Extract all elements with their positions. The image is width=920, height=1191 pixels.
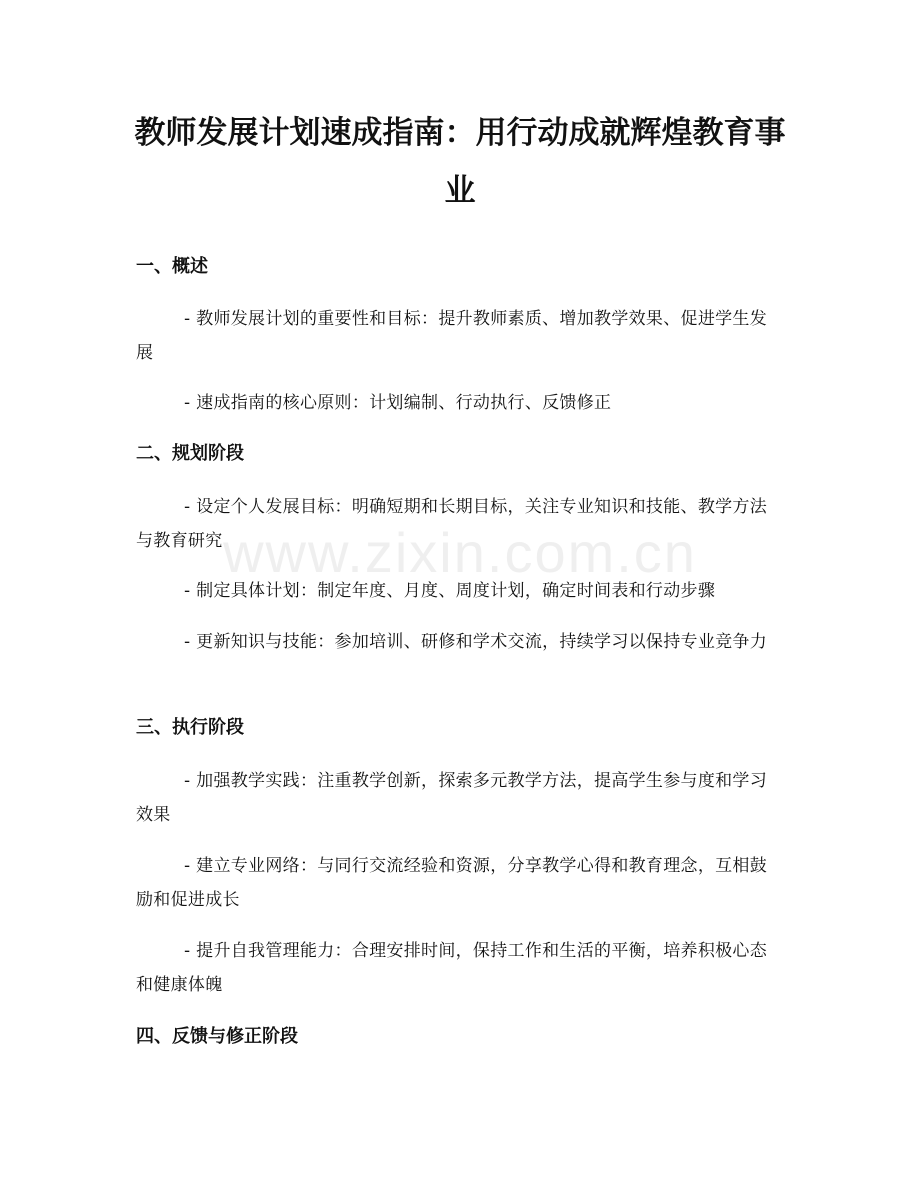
watermark: www.zixin.com.cn: [223, 521, 697, 584]
list-item: - 建立专业网络：与同行交流经验和资源，分享教学心得和教育理念，互相鼓励和促进成长: [136, 856, 768, 910]
list-item: - 加强教学实践：注重教学创新，探索多元教学方法，提高学生参与度和学习效果: [136, 771, 768, 825]
list-item: - 设定个人发展目标：明确短期和长期目标，关注专业知识和技能、教学方法与教育研究: [136, 497, 768, 551]
section-heading-planning: 二、规划阶段: [136, 443, 244, 464]
section-heading-feedback: 四、反馈与修正阶段: [136, 1026, 298, 1047]
document-title: 教师发展计划速成指南：用行动成就辉煌教育事业: [134, 115, 786, 209]
list-item: - 更新知识与技能：参加培训、研修和学术交流，持续学习以保持专业竞争力: [184, 632, 768, 652]
list-item: - 教师发展计划的重要性和目标：提升教师素质、增加教学效果、促进学生发展: [136, 309, 768, 363]
section-heading-execution: 三、执行阶段: [136, 717, 244, 738]
list-item: - 速成指南的核心原则：计划编制、行动执行、反馈修正: [184, 393, 612, 413]
list-item: - 提升自我管理能力：合理安排时间，保持工作和生活的平衡，培养积极心态和健康体魄: [136, 941, 768, 995]
section-heading-overview: 一、概述: [136, 256, 208, 277]
list-item: - 制定具体计划：制定年度、月度、周度计划，确定时间表和行动步骤: [184, 581, 716, 601]
